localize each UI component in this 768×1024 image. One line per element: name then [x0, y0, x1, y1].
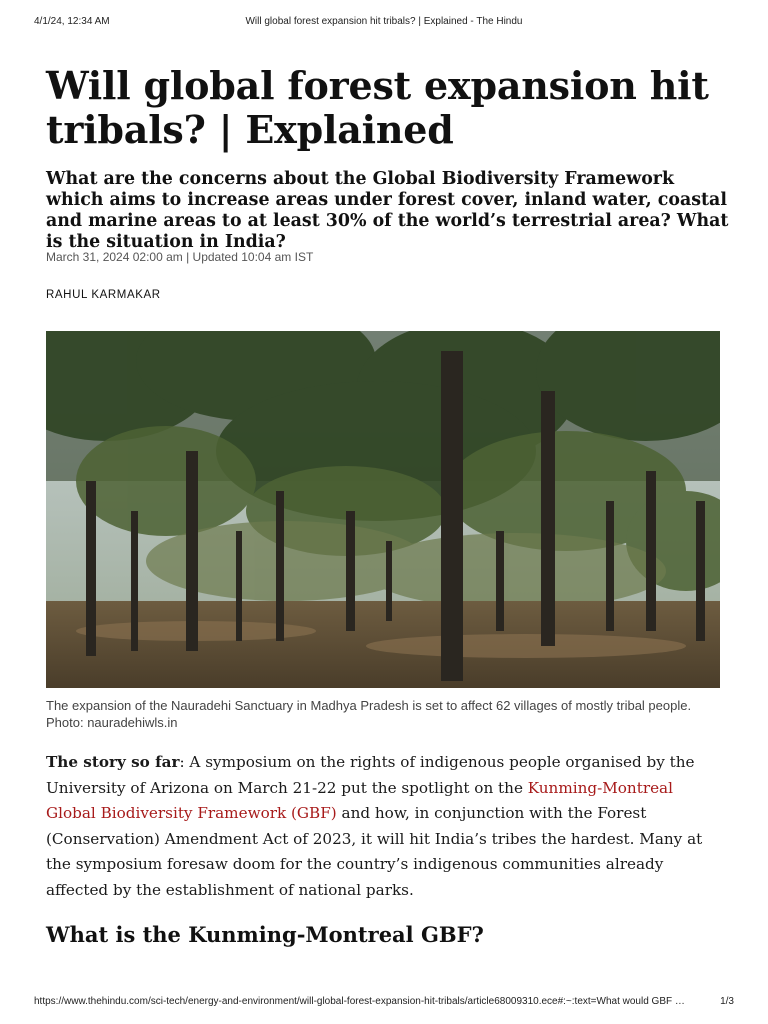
- print-header: [34, 16, 734, 30]
- image-caption: The expansion of the Nauradehi Sanctuary in Madhya Pradesh is set to affect 62 villages of mostly tribal people. Photo: nauradehiwls.in: [46, 698, 692, 730]
- gbf-link[interactable]: Kunming-Montreal Global Biodiversity Framework (GBF): [46, 778, 673, 822]
- article-author: [46, 289, 161, 301]
- section-heading: What is the Kunming-Montreal GBF?: [46, 922, 484, 947]
- author-link[interactable]: RAHUL KARMAKAR: [46, 289, 161, 301]
- article-subheadline: What are the concerns about the Global Biodiversity Framework which aims to increase areas under forest cover, inland water, coastal and marine areas to at least 30% of the world’s terrestrial area? What is the situation in India?: [46, 169, 729, 252]
- hero-image: [46, 331, 720, 688]
- article-headline: Will global forest expansion hit tribals? | Explained: [46, 63, 709, 152]
- print-page-number: 1/3: [720, 996, 734, 1007]
- print-url: https://www.thehindu.com/sci-tech/energy-and-environment/will-global-forest-expansion-hit-tribals/article68009310.ece#:~:text=What would GBF …: [34, 996, 685, 1007]
- story-so-far-label: The story so far: [46, 753, 180, 771]
- article-dateline: March 31, 2024 02:00 am | Updated 10:04 am IST: [46, 250, 314, 264]
- body-text-part-2: and how, in conjunction with the Forest (Conservation) Amendment Act of 2023, it will hit India’s tribes the hardest. Many at the symposium foresaw doom for the country’s indigenous communities already affected by the establishment of national parks.: [46, 804, 703, 899]
- print-page-title: Will global forest expansion hit tribals? | Explained - The Hindu: [245, 16, 523, 27]
- body-text-part-1: : A symposium on the rights of indigenous people organised by the University of Arizona on March 21-22 put the spotlight on the: [46, 753, 695, 797]
- print-datetime: 4/1/24, 12:34 AM: [34, 16, 110, 27]
- article-body-paragraph: [46, 750, 726, 903]
- forest-photo: [46, 331, 720, 688]
- print-footer: [34, 996, 734, 1010]
